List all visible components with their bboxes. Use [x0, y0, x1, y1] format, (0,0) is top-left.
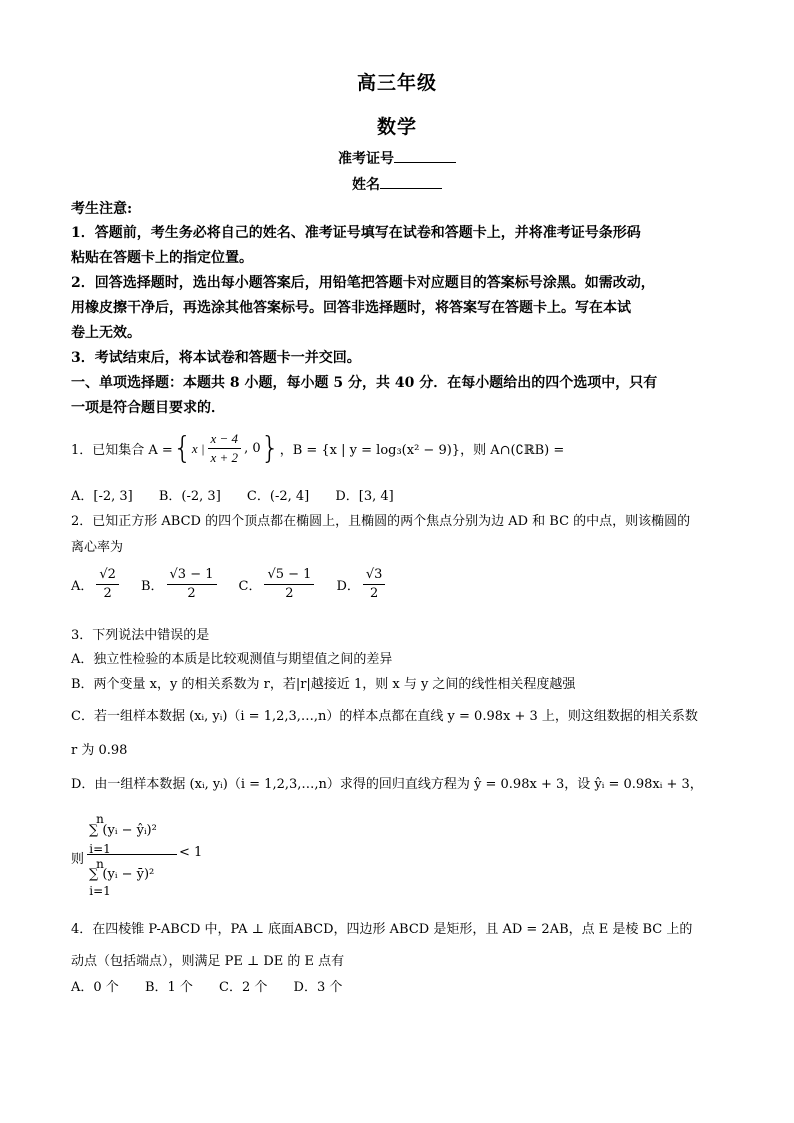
q4-option-d: D．3 个 [293, 980, 343, 995]
q1-set-tail: , 0 [244, 441, 261, 456]
question-2-options [71, 566, 731, 603]
q3-d-denominator: ∑ (yᵢ − ȳ)² [89, 867, 155, 882]
q1-fraction-numerator: x − 4 [208, 430, 242, 449]
notice-item-3: 3．考试结束后，将本试卷和答题卡一并交回。 [71, 350, 361, 366]
question-2-line-1: 2．已知正方形 ABCD 的四个顶点都在椭圆上，且椭圆的两个焦点分别为边 AD 和 BC 的中点，则该椭圆的 [71, 514, 691, 529]
q2-option-a-denominator: 2 [103, 586, 112, 601]
q2-option-b-fraction [167, 566, 217, 603]
q3-d-numerator: ∑ (yᵢ − ŷᵢ)² [89, 823, 157, 838]
q3-option-a: A．独立性检验的本质是比较观测值与期望值之间的差异 [71, 652, 393, 667]
q3-option-d-line-1: D．由一组样本数据 (xᵢ, yᵢ)（i = 1,2,3,…,n）求得的回归直线方程为 ŷ = 0.98x + 3，设 ŷᵢ = 0.98xᵢ + 3， [71, 777, 703, 792]
q2-option-c-label: C． [238, 579, 262, 594]
q1-option-a: A．[-2, 3] [71, 489, 133, 504]
q4-option-c: C．2 个 [219, 980, 268, 995]
question-4-options [71, 976, 731, 995]
student-name-blank [380, 174, 442, 189]
admission-number-field [0, 148, 794, 168]
q1-fraction [208, 430, 242, 467]
admission-number-label: 准考证号 [338, 151, 394, 167]
q3-option-c-line-1: C．若一组样本数据 (xᵢ, yᵢ)（i = 1,2,3,…,n）的样本点都在直线 y = 0.98x + 3 上，则这组数据的相关系数 [71, 709, 698, 724]
q2-option-d-fraction [363, 566, 386, 603]
q1-set-b: ，B = {x | y = log₃(x² − 9)}，则 A∩(∁ℝB) = [279, 443, 565, 458]
q2-option-b-denominator: 2 [187, 586, 196, 601]
q3-sum-top-upper: n [96, 812, 104, 826]
q3-d-tail: < 1 [179, 845, 203, 860]
q1-option-c: C．(-2, 4] [246, 489, 310, 504]
set-close-brace: } [260, 431, 280, 466]
admission-number-blank [394, 148, 456, 163]
notice-item-1-line-1: 1．答题前，考生务必将自己的姓名、准考证号填写在试卷和答题卡上，并将准考证号条形码 [71, 225, 641, 241]
q2-option-a-numerator: √2 [96, 566, 119, 585]
student-name-label: 姓名 [352, 177, 380, 193]
q2-option-b-numerator: √3 − 1 [167, 566, 217, 585]
q2-option-c-numerator: √5 − 1 [264, 566, 314, 585]
q2-option-b-label: B． [140, 579, 164, 594]
notice-item-2-line-2: 用橡皮擦干净后，再选涂其他答案标号。回答非选择题时，将答案写在答题卡上。写在本试 [71, 300, 631, 316]
q1-option-b: B．(-2, 3] [158, 489, 221, 504]
q2-option-d-denominator: 2 [370, 586, 379, 601]
notice-item-2-line-1: 2．回答选择题时，选出每小题答案后，用铅笔把答题卡对应题目的答案标号涂黑。如需改动， [71, 275, 655, 291]
exam-subject-title: 数学 [376, 116, 417, 138]
section-1-heading-line-1: 一、单项选择题：本题共 8 小题，每小题 5 分，共 40 分．在每小题给出的四个选项中，只有 [71, 375, 658, 391]
student-name-field [0, 174, 794, 194]
notice-item-1-line-2: 粘贴在答题卡上的指定位置。 [71, 250, 253, 266]
q2-option-a-label: A． [71, 579, 94, 594]
q1-prefix: 1．已知集合 A = [71, 443, 173, 458]
question-1-stem [71, 430, 731, 467]
q2-option-a-fraction [96, 566, 119, 603]
q1-set-open: x | [191, 440, 205, 456]
q3-sum-bottom-lower: i=1 [89, 884, 111, 898]
notice-item-2-line-3: 卷上无效。 [71, 325, 141, 341]
exam-grade-title: 高三年级 [356, 72, 437, 94]
notice-heading: 考生注意: [71, 201, 133, 217]
q3-d-fraction-bar [87, 854, 177, 855]
q3-option-d-formula [71, 812, 731, 898]
q2-option-d-label: D． [336, 579, 360, 594]
q3-sum-bottom-upper: n [96, 857, 104, 871]
q3-sum-top-lower: i=1 [89, 842, 111, 856]
question-1-options [71, 485, 731, 504]
q3-option-c-line-2: r 为 0.98 [71, 743, 128, 758]
q2-option-d-numerator: √3 [363, 566, 386, 585]
q1-fraction-denominator: x + 2 [210, 450, 239, 465]
section-1-heading-line-2: 一项是符合题目要求的． [71, 400, 225, 416]
q4-option-b: B．1 个 [144, 980, 193, 995]
question-3-stem: 3．下列说法中错误的是 [71, 628, 210, 643]
q2-option-c-fraction [264, 566, 314, 603]
question-4-line-2: 动点（包括端点），则满足 PE ⊥ DE 的 E 点有 [71, 954, 345, 969]
q1-option-d: D．[3, 4] [335, 489, 394, 504]
set-open-brace: { [172, 431, 192, 466]
q4-option-a: A．0 个 [71, 980, 119, 995]
q2-option-c-denominator: 2 [285, 586, 294, 601]
q3-d-then: 则 [71, 852, 85, 867]
question-2-line-2: 离心率为 [71, 540, 124, 555]
q3-option-b: B．两个变量 x，y 的相关系数为 r，若|r|越接近 1，则 x 与 y 之间的线性相关程度越强 [71, 677, 576, 692]
question-4-line-1: 4．在四棱锥 P-ABCD 中，PA ⊥ 底面ABCD，四边形 ABCD 是矩形，且 AD = 2AB，点 E 是棱 BC 上的 [71, 922, 693, 937]
